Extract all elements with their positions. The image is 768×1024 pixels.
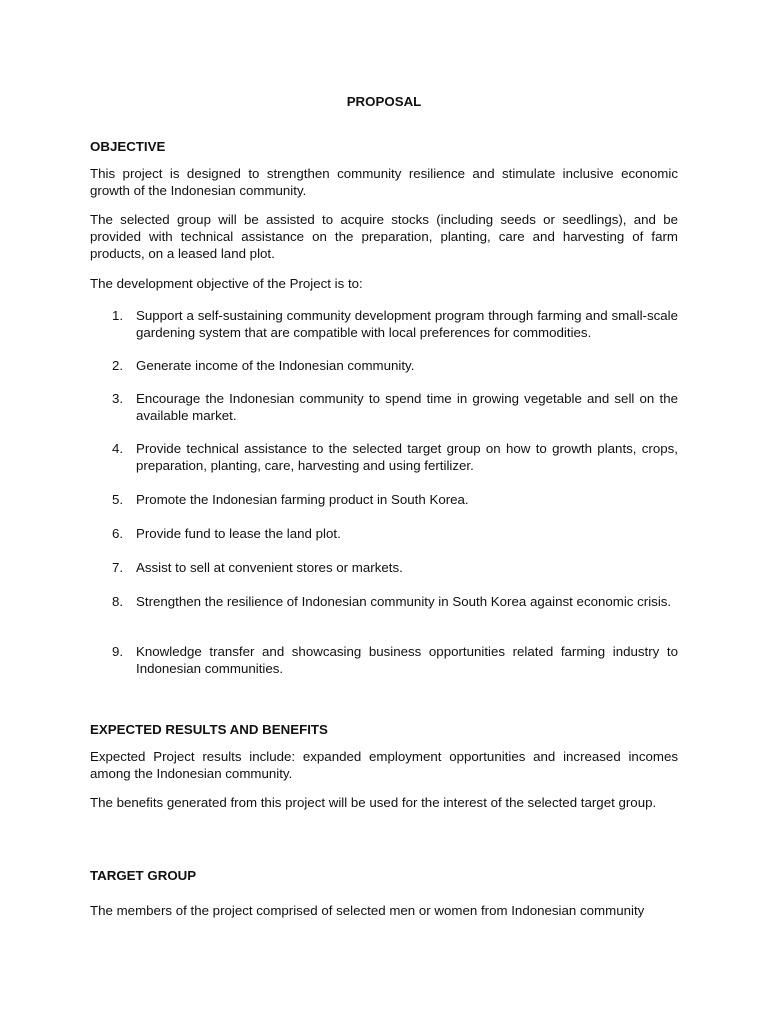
list-item-text: Knowledge transfer and showcasing business opportunities related farming industry to Indonesian communities. (136, 644, 678, 676)
list-item-text: Strengthen the resilience of Indonesian community in South Korea against economic crisis. (136, 594, 672, 609)
expected-paragraph-2: The benefits generated from this project will be used for the interest of the selected target group. (90, 795, 657, 810)
list-item-number: 1. (112, 308, 124, 323)
objective-paragraph-3: The development objective of the Project is to: (90, 276, 363, 291)
list-item-number: 6. (112, 526, 124, 541)
objective-paragraph-2: The selected group will be assisted to acquire stocks (including seeds or seedlings), and be provided with technical assistance on the preparation, planting, care and harvesting of farm products, on a leased land plot. (90, 212, 678, 261)
list-item-text: Encourage the Indonesian community to spend time in growing vegetable and sell on the available market. (136, 391, 678, 423)
list-item-number: 3. (112, 391, 124, 406)
list-item-number: 7. (112, 560, 124, 575)
list-item-number: 2. (112, 358, 124, 373)
list-item-text: Generate income of the Indonesian community. (136, 358, 415, 373)
objective-paragraph-1: This project is designed to strengthen community resilience and stimulate inclusive economic growth of the Indonesian community. (90, 166, 678, 198)
target-paragraph-1: The members of the project comprised of selected men or women from Indonesian community (90, 903, 645, 918)
list-item-number: 4. (112, 441, 124, 456)
list-item-number: 9. (112, 644, 124, 659)
document-title: PROPOSAL (346, 94, 422, 109)
list-item-text: Assist to sell at convenient stores or markets. (136, 560, 403, 575)
list-item-number: 5. (112, 492, 124, 507)
objective-heading: OBJECTIVE (90, 139, 166, 154)
expected-results-heading: EXPECTED RESULTS AND BENEFITS (90, 722, 328, 737)
list-item-text: Promote the Indonesian farming product in South Korea. (136, 492, 469, 507)
list-item-text: Provide fund to lease the land plot. (136, 526, 341, 541)
target-group-heading: TARGET GROUP (90, 868, 197, 883)
list-item-number: 8. (112, 594, 124, 609)
expected-paragraph-1: Expected Project results include: expanded employment opportunities and increased incomes among the Indonesian community. (90, 749, 678, 781)
list-item-text: Provide technical assistance to the selected target group on how to growth plants, crops, preparation, planting, care, harvesting and using fertilizer. (136, 441, 678, 473)
list-item-text: Support a self-sustaining community development program through farming and small-scale gardening system that are compatible with local preferences for commodities. (136, 308, 678, 340)
